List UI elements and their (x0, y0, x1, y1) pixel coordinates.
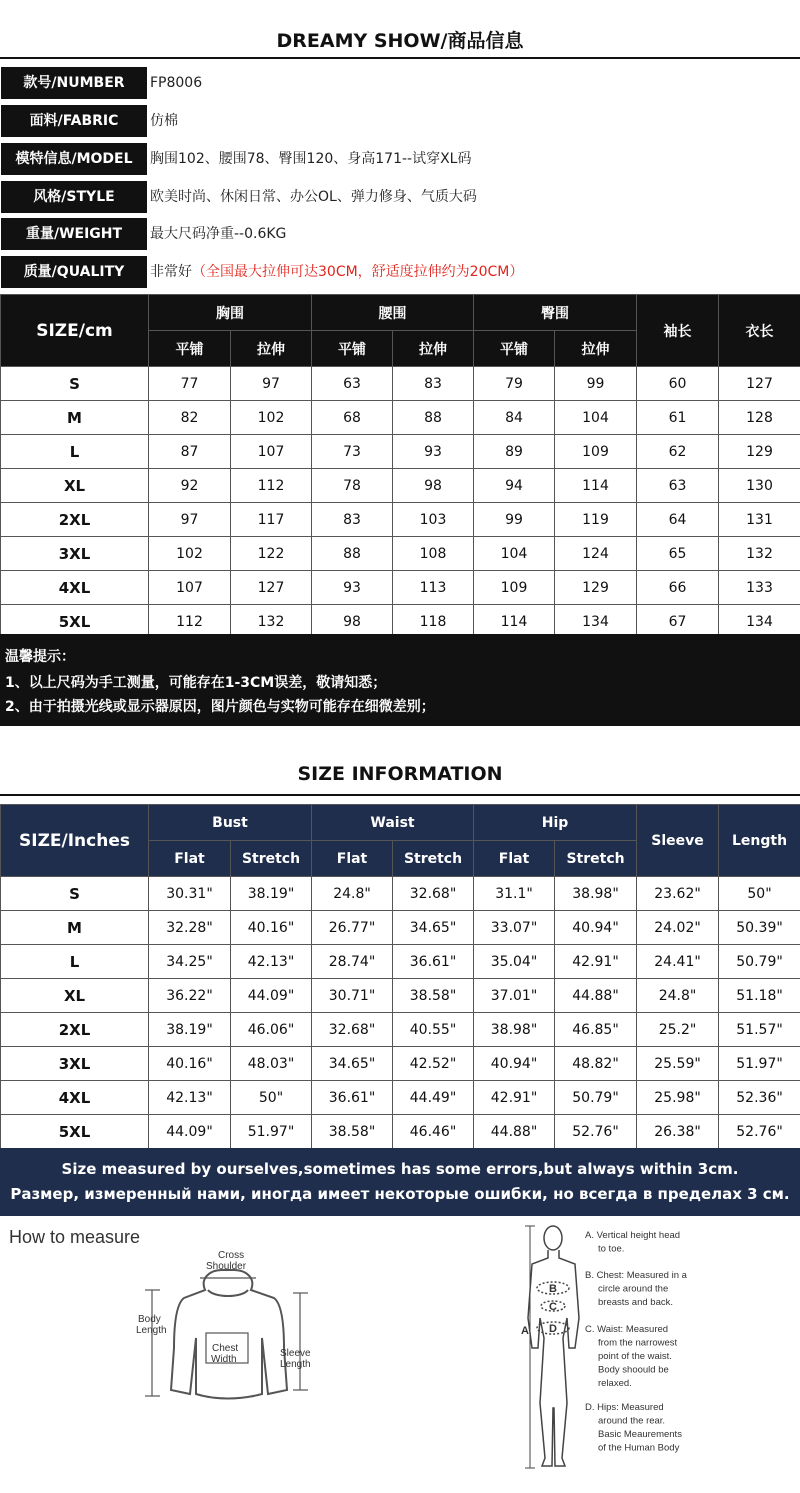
table-cell: 60 (637, 367, 719, 401)
info-value (150, 256, 523, 288)
table-cell: 51.97" (719, 1047, 800, 1081)
sub-header-stretch: 拉伸 (555, 331, 637, 367)
table-cell: 87 (149, 435, 231, 469)
size-cell: 4XL (1, 1081, 149, 1115)
info-label: 面料/FABRIC (1, 105, 147, 137)
size-cell: 2XL (1, 503, 149, 537)
label-body: Body (138, 1314, 161, 1325)
table-cell: 97 (231, 367, 312, 401)
notice-box (0, 634, 800, 726)
measure-note-line: Basic Meaurements (598, 1429, 682, 1440)
measure-note-line: of the Human Body (598, 1442, 680, 1454)
table-cell: 68 (312, 401, 393, 435)
sub-header-stretch: 拉伸 (393, 331, 474, 367)
size-cell: M (1, 401, 149, 435)
table-cell: 104 (555, 401, 637, 435)
table-row (1, 503, 800, 537)
info-value-text: 欧美时尚、休闲日常、办公OL、弹力修身、气质大码 (150, 189, 477, 205)
table-cell: 42.91" (474, 1081, 555, 1115)
table-cell: 92 (149, 469, 231, 503)
sub-header-stretch: Stretch (231, 841, 312, 877)
info-value (150, 143, 471, 175)
info-label: 款号/NUMBER (1, 67, 147, 99)
measure-note-line: around the rear. (598, 1415, 666, 1427)
table-cell: 40.16" (149, 1047, 231, 1081)
group-header-chest: 胸围 (149, 295, 312, 331)
table-cell: 132 (231, 605, 312, 639)
info-row (0, 256, 800, 288)
info-value-text: 最大尺码净重--0.6KG (150, 226, 287, 242)
group-header-waist: 腰围 (312, 295, 474, 331)
measure-notes (585, 1230, 688, 1454)
table-cell: 114 (474, 605, 555, 639)
sub-header-flat: Flat (474, 841, 555, 877)
info-label: 风格/STYLE (1, 181, 147, 213)
table-cell: 46.06" (231, 1013, 312, 1047)
table-row (1, 435, 800, 469)
table-cell: 129 (719, 435, 800, 469)
table-cell: 25.59" (637, 1047, 719, 1081)
group-header-waist: Waist (312, 805, 474, 841)
size-cell: S (1, 367, 149, 401)
table-cell: 89 (474, 435, 555, 469)
table-cell: 99 (555, 367, 637, 401)
group-header-bust: Bust (149, 805, 312, 841)
size-cell: 2XL (1, 1013, 149, 1047)
table-cell: 32.68" (393, 877, 474, 911)
measure-note-line: breasts and back. (598, 1297, 673, 1308)
table-cell: 134 (719, 605, 800, 639)
table-cell: 52.76" (555, 1115, 637, 1149)
size-cell: XL (1, 979, 149, 1013)
size-header: SIZE/cm (1, 295, 149, 367)
table-cell: 79 (474, 367, 555, 401)
table-cell: 24.8" (312, 877, 393, 911)
page-title: DREAMY SHOW/商品信息 (276, 30, 524, 52)
table-cell: 40.94" (555, 911, 637, 945)
table-row (1, 979, 800, 1013)
disclaimer-english: Size measured by ourselves,sometimes has some errors,but always within 3cm. (61, 1160, 739, 1178)
table-cell: 37.01" (474, 979, 555, 1013)
info-value (150, 105, 178, 137)
info-value-text: 胸围102、腰围78、臀围120、身高171--试穿XL码 (150, 151, 472, 167)
table-cell: 42.52" (393, 1047, 474, 1081)
table-cell: 44.09" (231, 979, 312, 1013)
table-cell: 46.46" (393, 1115, 474, 1149)
table-cell: 62 (637, 435, 719, 469)
table-cell: 33.07" (474, 911, 555, 945)
table-cell: 122 (231, 537, 312, 571)
table-cell: 40.16" (231, 911, 312, 945)
table-cell: 102 (231, 401, 312, 435)
table-cell: 133 (719, 571, 800, 605)
table-cell: 36.61" (393, 945, 474, 979)
table-cell: 94 (474, 469, 555, 503)
measure-note-line: point of the waist. (598, 1351, 672, 1362)
measure-note-line: Body shoould be (598, 1364, 669, 1376)
table-cell: 97 (149, 503, 231, 537)
how-to-measure-title: How to measure (9, 1227, 141, 1247)
human-body-icon (525, 1226, 579, 1468)
size-cell: L (1, 435, 149, 469)
measure-note-line: D. Hips: Measured (585, 1402, 664, 1413)
measure-note-line: relaxed. (598, 1378, 632, 1389)
table-cell: 38.19" (231, 877, 312, 911)
table-cell: 44.88" (555, 979, 637, 1013)
label-chest: Chest (212, 1343, 239, 1354)
table-cell: 83 (393, 367, 474, 401)
size-table-cm (0, 294, 800, 639)
table-cell: 38.19" (149, 1013, 231, 1047)
measure-note-line: C. Waist: Measured (585, 1324, 669, 1335)
size-cell: L (1, 945, 149, 979)
table-cell: 32.28" (149, 911, 231, 945)
table-cell: 130 (719, 469, 800, 503)
label-width: Width (211, 1354, 237, 1365)
table-cell: 48.82" (555, 1047, 637, 1081)
table-cell: 50" (231, 1081, 312, 1115)
title-divider (0, 57, 800, 59)
sub-header-flat: Flat (149, 841, 231, 877)
size-cell: 3XL (1, 537, 149, 571)
table-cell: 88 (312, 537, 393, 571)
info-value-text: 非常好 (150, 264, 192, 280)
table-cell: 78 (312, 469, 393, 503)
table-cell: 117 (231, 503, 312, 537)
table-cell: 44.88" (474, 1115, 555, 1149)
table-cell: 42.91" (555, 945, 637, 979)
label-length: Length (136, 1325, 167, 1336)
table-cell: 107 (231, 435, 312, 469)
table-cell: 128 (719, 401, 800, 435)
table-cell: 64 (637, 503, 719, 537)
table-cell: 61 (637, 401, 719, 435)
table-cell: 63 (637, 469, 719, 503)
size-info-title: SIZE INFORMATION (297, 763, 503, 785)
size-header: SIZE/Inches (1, 805, 149, 877)
sleeve-header: 袖长 (637, 295, 719, 367)
table-cell: 34.25" (149, 945, 231, 979)
sub-header-stretch: Stretch (393, 841, 474, 877)
table-cell: 112 (231, 469, 312, 503)
table-row (1, 537, 800, 571)
info-label: 质量/QUALITY (1, 256, 147, 288)
label-sleeve: Sleeve (280, 1348, 311, 1359)
table-cell: 34.65" (393, 911, 474, 945)
table-cell: 31.1" (474, 877, 555, 911)
table-cell: 24.02" (637, 911, 719, 945)
table-cell: 50.39" (719, 911, 800, 945)
info-note: （全国最大拉伸可达30CM，舒适度拉伸约为20CM） (192, 264, 524, 280)
table-cell: 93 (393, 435, 474, 469)
table-row (1, 401, 800, 435)
sweater-diagram-icon (171, 1270, 287, 1399)
body-letter-a: A (521, 1325, 529, 1337)
table-cell: 25.2" (637, 1013, 719, 1047)
table-cell: 66 (637, 571, 719, 605)
info-row (0, 143, 800, 175)
measure-note-line: B. Chest: Measured in a (585, 1270, 687, 1281)
label-shoulder: Shoulder (206, 1261, 247, 1272)
sub-header-flat: 平铺 (312, 331, 393, 367)
table-cell: 67 (637, 605, 719, 639)
table-row (1, 469, 800, 503)
table-cell: 42.13" (231, 945, 312, 979)
table-cell: 25.98" (637, 1081, 719, 1115)
sub-header-flat: Flat (312, 841, 393, 877)
table-cell: 50.79" (719, 945, 800, 979)
table-cell: 132 (719, 537, 800, 571)
measure-figures (0, 1218, 800, 1493)
info-value-text: FP8006 (150, 75, 203, 91)
table-cell: 114 (555, 469, 637, 503)
table-cell: 51.97" (231, 1115, 312, 1149)
table-cell: 83 (312, 503, 393, 537)
table-cell: 124 (555, 537, 637, 571)
table-cell: 26.77" (312, 911, 393, 945)
table-row (1, 1115, 800, 1149)
table-cell: 36.22" (149, 979, 231, 1013)
measure-note-line: from the narrowest (598, 1337, 678, 1349)
table-cell: 38.98" (555, 877, 637, 911)
table-cell: 36.61" (312, 1081, 393, 1115)
size-cell: 3XL (1, 1047, 149, 1081)
table-cell: 108 (393, 537, 474, 571)
table-cell: 63 (312, 367, 393, 401)
table-cell: 109 (555, 435, 637, 469)
length-header: Length (719, 805, 800, 877)
info-row (0, 181, 800, 213)
table-cell: 99 (474, 503, 555, 537)
table-row (1, 1013, 800, 1047)
sub-header-flat: 平铺 (149, 331, 231, 367)
table-cell: 50" (719, 877, 800, 911)
table-cell: 26.38" (637, 1115, 719, 1149)
table-cell: 52.76" (719, 1115, 800, 1149)
table-cell: 24.41" (637, 945, 719, 979)
measure-note-line: circle around the (598, 1283, 669, 1295)
table-cell: 32.68" (312, 1013, 393, 1047)
label-cross: Cross (218, 1250, 245, 1261)
label-sleeve-length: Length (280, 1359, 311, 1370)
measure-note-line: to toe. (598, 1243, 625, 1255)
size-cell: 5XL (1, 1115, 149, 1149)
table-cell: 44.09" (149, 1115, 231, 1149)
table-cell: 98 (312, 605, 393, 639)
measure-note-line: A. Vertical height head (585, 1230, 681, 1241)
body-letter-d: D (549, 1323, 557, 1335)
table-cell: 131 (719, 503, 800, 537)
group-header-hip: 臀围 (474, 295, 637, 331)
table-cell: 51.57" (719, 1013, 800, 1047)
group-header-hip: Hip (474, 805, 637, 841)
table-cell: 127 (231, 571, 312, 605)
table-cell: 40.94" (474, 1047, 555, 1081)
table-cell: 107 (149, 571, 231, 605)
table-cell: 119 (555, 503, 637, 537)
table-row (1, 367, 800, 401)
measurement-disclaimer (0, 1148, 800, 1216)
table-cell: 93 (312, 571, 393, 605)
notice-heading: 温馨提示： (5, 649, 75, 665)
notice-line-2: 2、由于拍摄光线或显示器原因，图片颜色与实物可能存在细微差别； (5, 699, 435, 715)
size-cell: 4XL (1, 571, 149, 605)
size-cell: S (1, 877, 149, 911)
table-cell: 82 (149, 401, 231, 435)
info-label: 重量/WEIGHT (1, 218, 147, 250)
sub-header-flat: 平铺 (474, 331, 555, 367)
sub-header-stretch: Stretch (555, 841, 637, 877)
size-cell: 5XL (1, 605, 149, 639)
table-cell: 30.31" (149, 877, 231, 911)
table-cell: 34.65" (312, 1047, 393, 1081)
table-cell: 73 (312, 435, 393, 469)
body-letter-b: B (549, 1283, 557, 1295)
table-cell: 51.18" (719, 979, 800, 1013)
table-cell: 104 (474, 537, 555, 571)
table-cell: 127 (719, 367, 800, 401)
sub-header-stretch: 拉伸 (231, 331, 312, 367)
table-cell: 23.62" (637, 877, 719, 911)
table-row (1, 1081, 800, 1115)
disclaimer-russian: Размер, измеренный нами, иногда имеет некоторые ошибки, но всегда в пределах 3 см. (10, 1185, 790, 1203)
size-cell: M (1, 911, 149, 945)
table-cell: 102 (149, 537, 231, 571)
body-letter-c: C (549, 1301, 557, 1313)
table-cell: 28.74" (312, 945, 393, 979)
table-cell: 40.55" (393, 1013, 474, 1047)
size-table-inches (0, 804, 800, 1149)
table-cell: 88 (393, 401, 474, 435)
size-info-divider (0, 794, 800, 796)
table-cell: 48.03" (231, 1047, 312, 1081)
table-cell: 50.79" (555, 1081, 637, 1115)
table-cell: 52.36" (719, 1081, 800, 1115)
length-header: 衣长 (719, 295, 800, 367)
info-label: 模特信息/MODEL (1, 143, 147, 175)
how-to-measure-section (0, 1218, 800, 1493)
table-cell: 84 (474, 401, 555, 435)
table-cell: 30.71" (312, 979, 393, 1013)
table-row (1, 571, 800, 605)
table-cell: 38.58" (312, 1115, 393, 1149)
table-cell: 98 (393, 469, 474, 503)
size-cell: XL (1, 469, 149, 503)
info-value-text: 仿棉 (150, 113, 178, 129)
table-cell: 113 (393, 571, 474, 605)
table-cell: 44.49" (393, 1081, 474, 1115)
table-cell: 35.04" (474, 945, 555, 979)
table-cell: 103 (393, 503, 474, 537)
notice-line-1: 1、以上尺码为手工测量，可能存在1-3CM误差，敬请知悉； (5, 675, 387, 691)
table-row (1, 945, 800, 979)
info-row (0, 67, 800, 99)
table-cell: 129 (555, 571, 637, 605)
table-cell: 46.85" (555, 1013, 637, 1047)
table-cell: 42.13" (149, 1081, 231, 1115)
info-row (0, 105, 800, 137)
info-row (0, 218, 800, 250)
info-value (150, 181, 477, 213)
table-cell: 24.8" (637, 979, 719, 1013)
table-cell: 77 (149, 367, 231, 401)
table-row (1, 911, 800, 945)
table-cell: 112 (149, 605, 231, 639)
sleeve-header: Sleeve (637, 805, 719, 877)
table-cell: 65 (637, 537, 719, 571)
table-cell: 134 (555, 605, 637, 639)
table-row (1, 1047, 800, 1081)
table-cell: 109 (474, 571, 555, 605)
table-cell: 38.58" (393, 979, 474, 1013)
table-cell: 38.98" (474, 1013, 555, 1047)
info-value (150, 218, 286, 250)
table-cell: 118 (393, 605, 474, 639)
info-value (150, 67, 202, 99)
table-row (1, 877, 800, 911)
